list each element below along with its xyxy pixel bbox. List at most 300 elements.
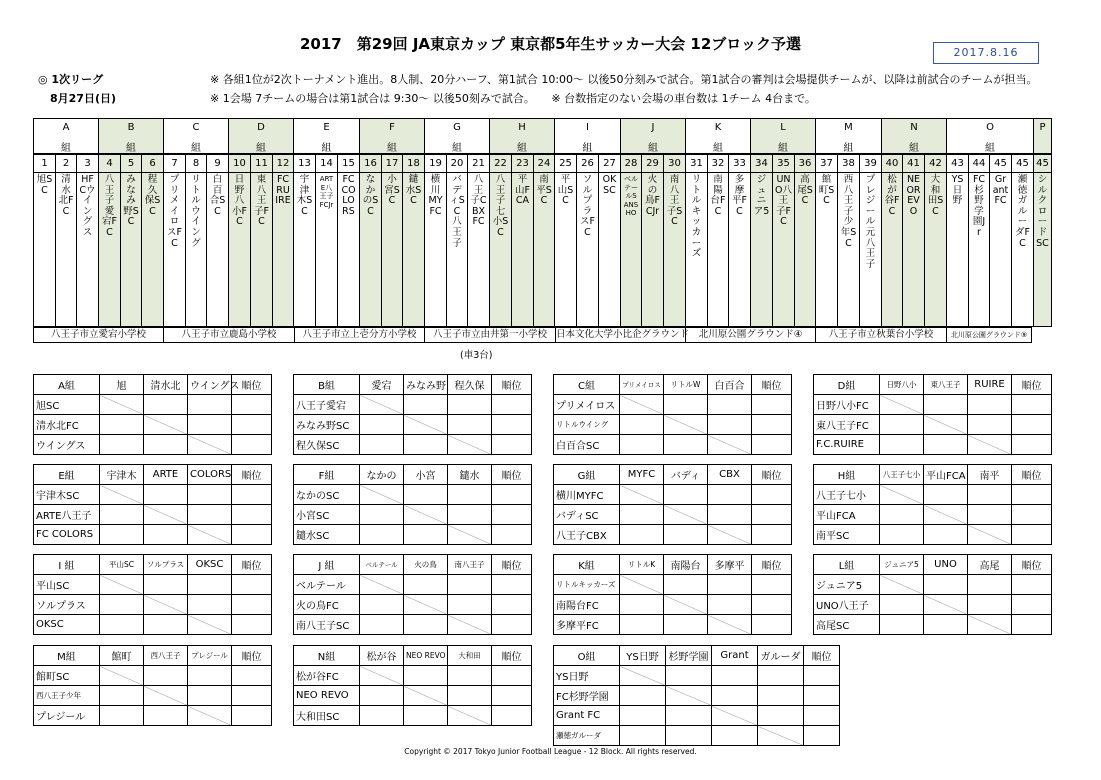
table-row [294,595,532,615]
result-cell[interactable] [448,415,492,435]
result-cell[interactable] [144,706,188,726]
result-cell[interactable] [404,435,448,455]
team-name: GrantFC [992,174,1009,207]
rank-cell[interactable] [752,415,792,435]
result-cell[interactable] [188,415,232,435]
car-limit-note: (車3台) [460,350,493,361]
result-cell[interactable] [968,575,1012,595]
rank-cell[interactable] [492,686,532,706]
league-table [553,645,840,746]
result-cell[interactable] [448,485,492,505]
table-row [294,666,532,686]
rank-header: 順位 [752,375,792,395]
result-cell[interactable] [100,505,144,525]
team-column [815,154,838,327]
diagonal-cell [924,595,968,615]
result-cell[interactable] [188,575,232,595]
table-row [34,505,272,525]
diagonal-cell [664,415,708,435]
team-column [794,154,816,327]
result-cell[interactable] [924,575,968,595]
rank-cell[interactable] [492,415,532,435]
diagonal-cell [708,435,752,455]
match-date: 8月27日(日) [50,92,117,105]
team-name: 多摩平FC [732,174,747,217]
team-cell: FC杉野学園 [554,686,620,706]
opponent-header: プレジール [188,646,232,666]
result-cell[interactable] [712,726,758,746]
result-cell[interactable] [404,666,448,686]
rank-cell[interactable] [1012,505,1052,525]
venue-label: 日本文化大学小比企グラウンド [555,327,686,343]
team-column [272,154,294,327]
team-cell: 大和田SC [294,706,360,726]
team-cell: 小宮SC [294,505,360,525]
result-cell[interactable] [664,435,708,455]
group-assignment-band [33,118,1051,327]
result-cell[interactable] [188,666,232,686]
opponent-header: ウイングス [188,375,232,395]
team-column [1011,154,1034,327]
rank-cell[interactable] [1012,395,1052,415]
diagonal-cell [404,686,448,706]
result-cell[interactable] [620,686,666,706]
diagonal-cell [708,525,752,545]
diagonal-cell [880,485,924,505]
team-column [228,154,251,327]
table-row [554,435,792,455]
league-name: C組 [554,375,620,395]
table-row [294,615,532,635]
team-number: 23 [512,155,533,173]
result-cell[interactable] [144,525,188,545]
rules-note-1: ※ 各組1位が2次トーナメント進出。8人制、20分ハーフ、第1試合 10:00～ 以後50分刻みで試合。第1試合の審判は会場提供チームが、以降は前試合のチームが担当。 [210,73,1038,86]
team-cell: 日野八小FC [814,395,880,415]
team-number: 2 [56,155,76,173]
rank-cell[interactable] [752,615,792,635]
table-row [294,435,532,455]
diagonal-cell [404,415,448,435]
rank-cell[interactable] [804,666,840,686]
result-cell[interactable] [448,595,492,615]
team-name: 瀬徳ガルーダFC [1015,174,1030,249]
diagonal-cell [968,435,1012,455]
rank-cell[interactable] [752,525,792,545]
rank-cell[interactable] [232,435,272,455]
result-cell[interactable] [708,575,752,595]
rank-cell[interactable] [492,525,532,545]
result-cell[interactable] [620,726,666,746]
team-cell: YS日野 [554,666,620,686]
league-table [553,374,792,455]
rank-cell[interactable] [752,595,792,615]
result-cell[interactable] [924,615,968,635]
rank-cell[interactable] [492,435,532,455]
copyright: Copyright © 2017 Tokyo Junior Football League - 12 Block. All rights reserved. [404,747,697,756]
rank-cell[interactable] [804,686,840,706]
team-name: 火の鳥FCJr [645,174,660,217]
team-column [55,154,77,327]
result-cell[interactable] [360,505,404,525]
group-letter: I [586,122,589,133]
team-cell: 多摩平FC [554,615,620,635]
result-cell[interactable] [666,726,712,746]
result-cell[interactable] [708,595,752,615]
team-cell: F.C.RUIRE [814,435,880,455]
rank-cell[interactable] [1012,525,1052,545]
result-cell[interactable] [100,595,144,615]
rank-cell[interactable] [492,615,532,635]
result-cell[interactable] [924,435,968,455]
result-cell[interactable] [708,505,752,525]
result-cell[interactable] [448,505,492,525]
team-number: 29 [642,155,663,173]
result-cell[interactable] [880,615,924,635]
rank-cell[interactable] [232,395,272,415]
result-cell[interactable] [968,485,1012,505]
result-cell[interactable] [360,595,404,615]
team-cell: ソルプラス [34,595,100,615]
result-cell[interactable] [404,525,448,545]
result-cell[interactable] [880,505,924,525]
result-cell[interactable] [100,615,144,635]
result-cell[interactable] [968,415,1012,435]
opponent-header: 清水北 [144,375,188,395]
table-row [554,395,792,415]
result-cell[interactable] [188,595,232,615]
rank-cell[interactable] [232,485,272,505]
result-cell[interactable] [924,395,968,415]
result-cell[interactable] [620,435,664,455]
opponent-header: 平山FCA [924,465,968,485]
rank-header: 順位 [492,465,532,485]
rank-cell[interactable] [492,595,532,615]
diagonal-cell [924,505,968,525]
team-name: 白百合SC [209,174,226,217]
rank-cell[interactable] [492,575,532,595]
result-cell[interactable] [188,505,232,525]
team-cell: 平山SC [34,575,100,595]
opponent-header: 日野八小 [880,375,924,395]
opponent-header: 宇津木 [100,465,144,485]
opponent-header: 鑓水 [448,465,492,485]
result-cell[interactable] [144,666,188,686]
team-number: 31 [686,155,707,173]
rank-cell[interactable] [232,686,272,706]
league-table [813,464,1052,545]
result-cell[interactable] [448,686,492,706]
team-column [685,154,708,327]
team-number: 40 [882,155,902,173]
rank-cell[interactable] [752,485,792,505]
opponent-header: 旭 [100,375,144,395]
group-letter: O [986,122,994,133]
result-cell[interactable] [712,686,758,706]
result-cell[interactable] [620,595,664,615]
rank-cell[interactable] [752,395,792,415]
league-table [293,645,532,726]
team-column [511,154,534,327]
result-cell[interactable] [360,525,404,545]
result-cell[interactable] [404,575,448,595]
group-letter: M [844,122,853,133]
team-number: 8 [186,155,206,173]
result-cell[interactable] [968,505,1012,525]
result-cell[interactable] [924,485,968,505]
team-number: 45 [1012,155,1033,173]
table-row [34,435,272,455]
group-header-j [620,118,686,154]
result-cell[interactable] [188,686,232,706]
team-cell: みなみ野SC [294,415,360,435]
opponent-header: 程久保 [448,375,492,395]
result-cell[interactable] [880,525,924,545]
league-table [293,464,532,545]
result-cell[interactable] [880,435,924,455]
table-row [554,415,792,435]
result-cell[interactable] [666,706,712,726]
result-cell[interactable] [664,485,708,505]
team-cell: リトルウイング [554,415,620,435]
result-cell[interactable] [144,615,188,635]
team-number: 15 [338,155,359,173]
team-number: 10 [229,155,250,173]
rank-cell[interactable] [1012,485,1052,505]
diagonal-cell [880,575,924,595]
diagonal-cell [100,666,144,686]
result-cell[interactable] [188,395,232,415]
rank-cell[interactable] [232,415,272,435]
team-cell: 八王子七小 [814,485,880,505]
team-column [837,154,860,327]
rank-cell[interactable] [232,615,272,635]
opponent-header: 愛宕 [360,375,404,395]
team-column [163,154,186,327]
team-number: 33 [729,155,750,173]
rank-cell[interactable] [752,575,792,595]
result-cell[interactable] [448,666,492,686]
result-cell[interactable] [100,686,144,706]
rank-cell[interactable] [752,505,792,525]
rank-cell[interactable] [492,666,532,686]
result-cell[interactable] [188,485,232,505]
opponent-header: YS日野 [620,646,666,666]
diagonal-cell [404,505,448,525]
result-cell[interactable] [360,615,404,635]
rank-cell[interactable] [232,595,272,615]
group-letter: L [780,122,786,133]
result-cell[interactable] [880,595,924,615]
result-cell[interactable] [758,666,804,686]
diagonal-cell [712,706,758,726]
rank-cell[interactable] [1012,435,1052,455]
result-cell[interactable] [620,706,666,726]
rank-cell[interactable] [232,505,272,525]
team-cell: FC COLORS [34,525,100,545]
result-cell[interactable] [620,525,664,545]
league-name: D組 [814,375,880,395]
team-cell: NEO REVO [294,686,360,706]
result-cell[interactable] [100,525,144,545]
table-row [34,525,272,545]
rank-header: 順位 [232,375,272,395]
opponent-header: 大和田 [448,646,492,666]
result-cell[interactable] [708,395,752,415]
team-name: なかのSC [362,174,379,217]
result-cell[interactable] [666,666,712,686]
team-column [98,154,121,327]
result-cell[interactable] [448,575,492,595]
diagonal-cell [188,706,232,726]
team-number: 39 [860,155,881,173]
group-header-l [750,118,816,154]
result-cell[interactable] [620,415,664,435]
result-cell[interactable] [448,395,492,415]
league-table [33,464,272,545]
result-cell[interactable] [360,686,404,706]
diagonal-cell [664,595,708,615]
team-number: 13 [294,155,315,173]
group-kumi: 組 [61,143,71,154]
team-name: 館町SC [818,174,835,207]
team-name: シルクロードSC [1036,174,1049,249]
result-cell[interactable] [144,395,188,415]
opponent-header: RUIRE [968,375,1012,395]
result-cell[interactable] [404,395,448,415]
team-number: 7 [164,155,185,173]
table-row [554,505,792,525]
result-cell[interactable] [664,575,708,595]
rank-cell[interactable] [492,485,532,505]
team-column [707,154,729,327]
rank-cell[interactable] [1012,415,1052,435]
table-row [34,595,272,615]
group-kumi: 組 [843,143,854,154]
result-cell[interactable] [664,615,708,635]
team-name: FCCOLORS [341,174,356,217]
team-column [424,154,447,327]
venue-label: 八王子市立上壱分方小学校 [294,327,425,343]
result-cell[interactable] [924,525,968,545]
team-number: 32 [708,155,728,173]
table-row [34,615,272,635]
result-cell[interactable] [100,415,144,435]
team-cell: ジュニア5 [814,575,880,595]
rank-cell[interactable] [492,706,532,726]
result-cell[interactable] [708,415,752,435]
team-number: 41 [903,155,924,173]
result-cell[interactable] [404,615,448,635]
group-header-c [163,118,229,154]
result-cell[interactable] [968,595,1012,615]
result-cell[interactable] [144,435,188,455]
group-header-i [554,118,621,154]
table-row [554,525,792,545]
opponent-header: リトルW [664,375,708,395]
result-cell[interactable] [620,615,664,635]
team-number: 14 [316,155,337,173]
rank-cell[interactable] [804,706,840,726]
team-name: ソルプラスFC [580,174,595,238]
result-cell[interactable] [100,706,144,726]
rank-cell[interactable] [492,505,532,525]
result-cell[interactable] [664,525,708,545]
table-row [814,615,1052,635]
rank-cell[interactable] [1012,615,1052,635]
table-row [34,686,272,706]
team-cell: 八王子CBX [554,525,620,545]
result-cell[interactable] [758,706,804,726]
team-name: 南平SC [536,174,552,207]
rank-cell[interactable] [752,435,792,455]
group-kumi: 組 [452,143,462,154]
opponent-header: ARTE [144,465,188,485]
group-header-g [424,118,490,154]
result-cell[interactable] [708,485,752,505]
result-cell[interactable] [758,686,804,706]
result-cell[interactable] [968,395,1012,415]
group-letter: J [651,122,655,133]
team-name: リトルウイング [191,174,201,249]
diagonal-cell [360,575,404,595]
rank-cell[interactable] [232,706,272,726]
opponent-header: 白百合 [708,375,752,395]
diagonal-cell [100,395,144,415]
rank-cell[interactable] [232,666,272,686]
table-row [554,686,840,706]
result-cell[interactable] [712,666,758,686]
opponent-header: ソルプラス [144,555,188,575]
opponent-header: 杉野学園 [666,646,712,666]
result-cell[interactable] [360,706,404,726]
team-number: 25 [555,155,576,173]
result-cell[interactable] [404,485,448,505]
result-cell[interactable] [360,415,404,435]
result-cell[interactable] [620,505,664,525]
team-column [402,154,425,327]
team-number: 1 [34,155,55,173]
team-number: 11 [251,155,272,173]
table-row [814,575,1052,595]
result-cell[interactable] [404,706,448,726]
table-row [294,415,532,435]
result-cell[interactable] [100,435,144,455]
rank-cell[interactable] [232,525,272,545]
league-name: I 組 [34,555,100,575]
table-row [814,525,1052,545]
result-cell[interactable] [144,575,188,595]
rank-cell[interactable] [1012,595,1052,615]
rank-cell[interactable] [492,395,532,415]
team-name: プレジール元八王子 [865,174,876,270]
team-name: FCRUIRE [275,174,291,207]
team-column [576,154,599,327]
group-letter: E [323,122,330,133]
date-badge: 2017.8.16 [933,42,1039,64]
rank-cell[interactable] [232,575,272,595]
result-cell[interactable] [360,435,404,455]
team-column [293,154,316,327]
opponent-header: みなみ野 [404,375,448,395]
opponent-header: ジュニア5 [880,555,924,575]
rank-cell[interactable] [1012,575,1052,595]
rank-cell[interactable] [804,726,840,746]
team-name: 東八王子FC [254,174,269,228]
result-cell[interactable] [144,485,188,505]
diagonal-cell [360,395,404,415]
result-cell[interactable] [880,415,924,435]
result-cell[interactable] [664,395,708,415]
